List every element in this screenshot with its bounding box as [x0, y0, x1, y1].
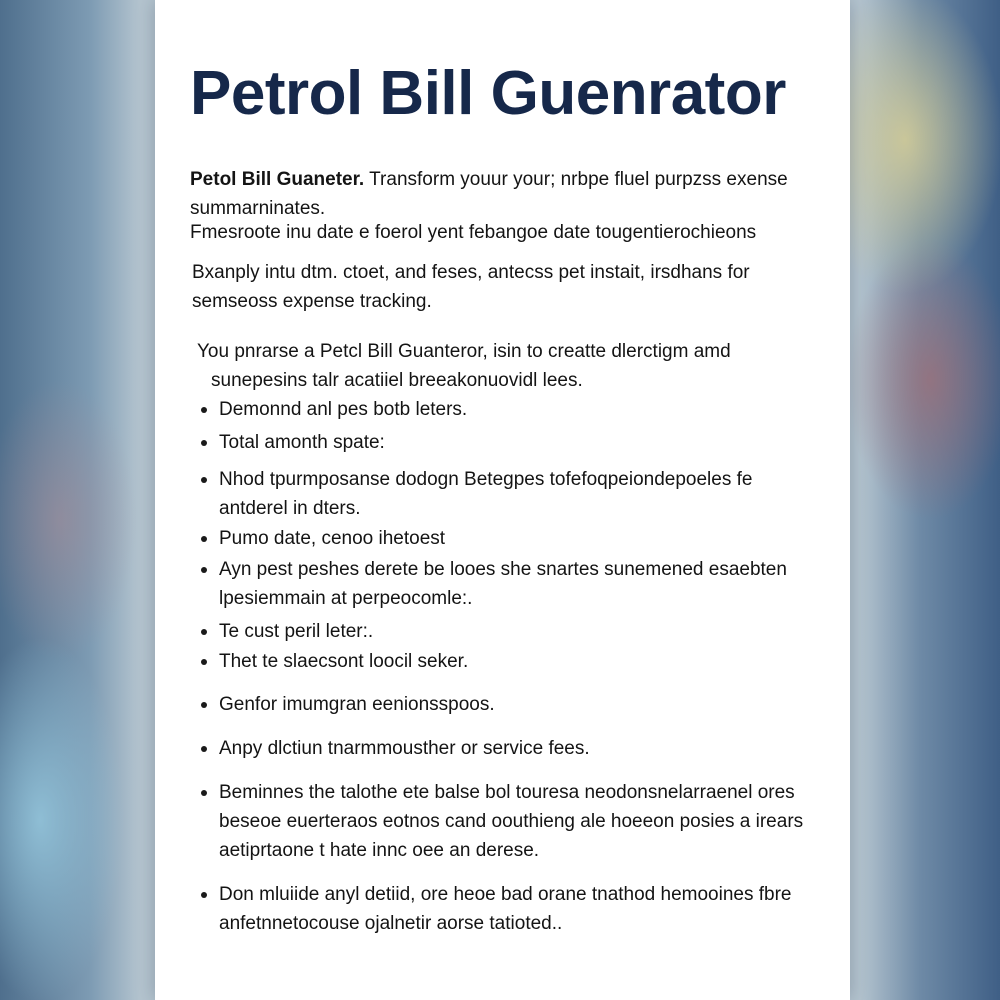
list-item: Te cust peril leter:.: [200, 617, 810, 646]
list-item: Pumo date, cenoo ihetoest: [200, 524, 810, 553]
intro-text: Transform youur your; nrbpe fluel purpzss exense summarninates.: [190, 169, 788, 219]
list-item: Anpy dlctiun tnarmmousther or service fees.: [200, 734, 810, 763]
section-line-1: You pnrarse a Petcl Bill Guanteror, isin to creatte dlerctigm amd: [197, 341, 731, 362]
bullet-list: [200, 395, 810, 938]
intro-paragraph: [190, 165, 810, 223]
list-item: Ayn pest peshes derete be looes she snartes sunemened esaebten lpesiemmain at perpeocomle:.: [200, 555, 810, 613]
paragraph-line-2: Fmesroote inu date e foerol yent febangoe date tougentierochieons: [190, 222, 757, 243]
list-item: Genfor imumgran eenionsspoos.: [200, 690, 810, 719]
section-line-2: sunepesins talr acatiiel breeakonuovidl lees.: [211, 370, 583, 391]
list-item: Don mluiide anyl detiid, ore heoe bad orane tnathod hemooines fbre anfetnnetocouse ojalnetir aorse tatioted..: [200, 880, 810, 938]
list-item: Thet te slaecsont loocil seker.: [200, 647, 810, 676]
list-item: Beminnes the talothe ete balse bol touresa neodonsnelarraenel ores beseoe euerteraos eotnos cand oouthieng ale hoeeon posies a irears aetiprtaone t hate innc oee an derese.: [200, 778, 810, 865]
section-paragraph: [197, 337, 797, 395]
list-item: Total amonth spate:: [200, 428, 810, 457]
document-page: [155, 0, 850, 1000]
intro-lead: Petol Bill Guaneter.: [190, 169, 365, 190]
paragraph-line-3: Bxanply intu dtm. ctoet, and feses, antecss pet instait, irsdhans for semseoss expense tracking.: [192, 262, 750, 312]
list-item: Nhod tpurmposanse dodogn Betegpes tofefoqpeiondepoeles fe antderel in dters.: [200, 465, 810, 523]
list-item: Demonnd anl pes botb leters.: [200, 395, 810, 424]
page-title: Petrol Bill Guenrator: [190, 59, 786, 128]
